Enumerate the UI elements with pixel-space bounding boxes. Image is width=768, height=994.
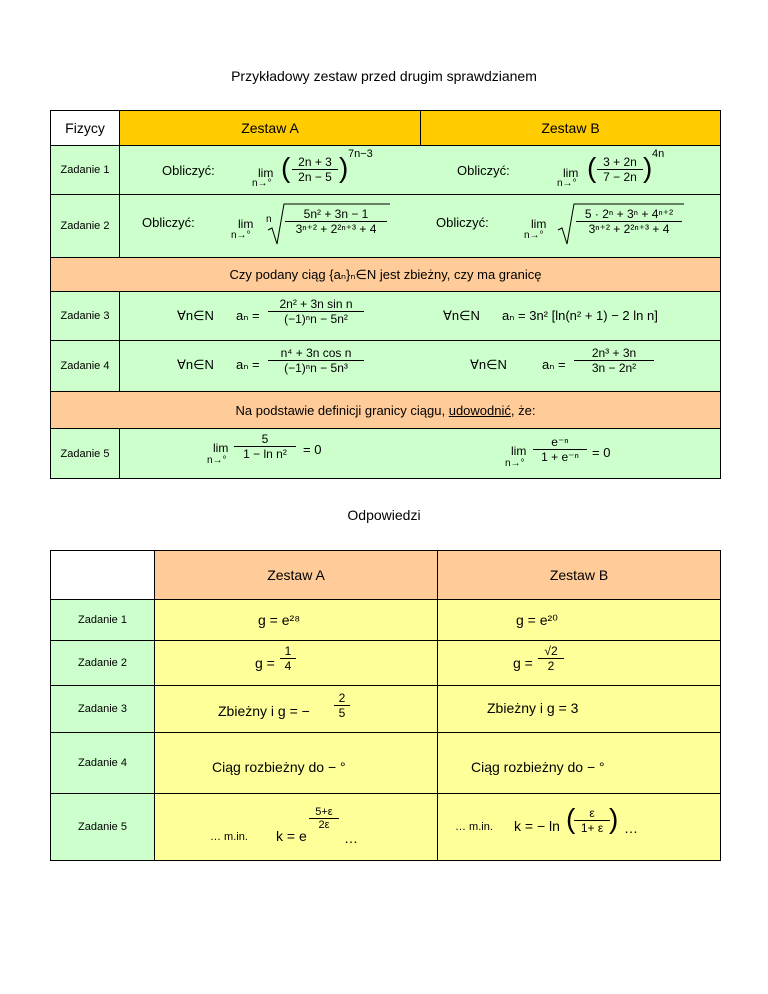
a5-exp-den: 2ε: [318, 819, 330, 831]
answers-b3-cell: [437, 685, 721, 733]
corner-label: Fizycy: [65, 120, 105, 136]
answer-a3-text: Zbieżny i g = −: [218, 703, 310, 719]
answer-a4: Ciąg rozbieżny do − °: [212, 759, 346, 775]
z3a-forall: ∀n∈N: [177, 308, 214, 323]
a3-den: 5: [338, 706, 346, 720]
z5a-num: 5: [234, 432, 296, 447]
answers-title: Odpowiedzi: [347, 507, 421, 523]
a2-den: 4: [284, 659, 292, 673]
row-label-zadanie-5: [50, 428, 120, 479]
z1a-n-to-inf: n→°: [252, 178, 272, 189]
row-label-text: Zadanie 1: [78, 614, 127, 626]
answers-a2-cell: [154, 640, 438, 686]
col-header-a-label: Zestaw A: [241, 120, 299, 136]
z3b-formula: aₙ = 3n² [ln(n² + 1) − 2 ln n]: [502, 308, 658, 323]
z1a-fraction: [292, 155, 338, 184]
answers-col-b: [437, 550, 721, 600]
b2-den: 2: [547, 659, 555, 673]
answers-col-a: [154, 550, 438, 600]
z1b-rparen: ): [643, 152, 653, 183]
answers-b2-cell: [437, 640, 721, 686]
answer-a2-fraction: [280, 644, 296, 673]
z5-cell: [119, 428, 721, 479]
answer-b5-fraction: [574, 806, 610, 835]
a3-num: 2: [334, 691, 350, 706]
section3-pre: Na podstawie definicji granicy ciągu,: [235, 402, 449, 418]
row-label-zadanie-1: [50, 145, 120, 195]
z1b-num: 3 + 2n: [597, 155, 643, 170]
section3-post: , że:: [510, 402, 536, 418]
answer-b3: Zbieżny i g = 3: [487, 700, 579, 716]
answers-row-zadanie-3: [50, 685, 155, 733]
z2b-lim: lim: [531, 217, 547, 231]
z3b-forall: ∀n∈N: [443, 308, 480, 323]
row-label-zadanie-2: [50, 194, 120, 258]
z4b-den: 3n − 2n²: [591, 361, 637, 375]
answer-b5-mi: … m.in.: [455, 821, 493, 833]
z2b-n-to-inf: n→°: [524, 230, 544, 241]
answers-corner: [50, 550, 155, 600]
a5-exp-num: 5+ε: [309, 806, 339, 819]
row-label-text: Zadanie 5: [60, 447, 110, 460]
answer-b5-lparen: (: [566, 803, 576, 834]
row-label-zadanie-4: [50, 340, 120, 392]
page-title: Przykładowy zestaw przed drugim sprawdzianem: [231, 68, 537, 84]
z4b-fraction: [574, 346, 654, 375]
z2b-oblicz: Obliczyć:: [436, 215, 489, 230]
corner-cell: [50, 110, 120, 146]
z1b-exponent: 4n: [652, 148, 665, 160]
row-label-text: Zadanie 4: [78, 757, 127, 769]
z5b-fraction: [533, 435, 587, 464]
z1b-oblicz: Obliczyć:: [457, 163, 510, 178]
answer-a5-dots: …: [344, 830, 358, 846]
answer-b2-fraction: [538, 644, 564, 673]
z1b-den: 7 − 2n: [603, 170, 637, 184]
z1a-exponent: 7n−3: [348, 148, 373, 160]
row-label-zadanie-3: [50, 291, 120, 341]
section-header-convergence: [50, 257, 721, 292]
z1a-lim: lim: [258, 166, 274, 180]
z2b-den: 3ⁿ⁺² + 2²ⁿ⁺³ + 4: [588, 222, 670, 236]
answers-col-b-label: Zestaw B: [549, 567, 609, 583]
z2b-num: 5 · 2ⁿ + 3ⁿ + 4ⁿ⁺²: [576, 207, 682, 222]
z5a-den: 1 − ln n²: [243, 447, 287, 461]
z5b-eq0: = 0: [592, 445, 611, 460]
z4b-num: 2n³ + 3n: [574, 346, 654, 361]
z5b-lim: lim: [511, 444, 527, 458]
z2a-fraction: [285, 207, 387, 236]
a2-num: 1: [280, 644, 296, 659]
z1a-rparen: ): [339, 152, 349, 183]
z2a-num: 5n² + 3n − 1: [285, 207, 387, 222]
z1b-lparen: (: [587, 152, 597, 183]
row-label-text: Zadanie 3: [60, 310, 110, 322]
row-label-text: Zadanie 5: [78, 821, 127, 833]
answer-b5-k: k = − ln: [514, 818, 560, 834]
z1b-lim: lim: [563, 166, 579, 180]
z1a-den: 2n − 5: [298, 170, 332, 184]
z4a-num: n⁴ + 3n cos n: [268, 346, 364, 361]
answer-b5-rparen: ): [609, 803, 619, 834]
section3-underline: udowodnić: [448, 402, 511, 418]
z1b-fraction: [597, 155, 643, 184]
row-label-text: Zadanie 3: [78, 703, 127, 715]
z4a-an: aₙ =: [236, 357, 260, 372]
section-header-definition: [50, 391, 721, 429]
answers-a5-cell: [154, 793, 438, 861]
z2b-fraction: [576, 207, 682, 236]
z1b-n-to-inf: n→°: [557, 178, 577, 189]
col-header-zestaw-b: [420, 110, 721, 146]
answer-a5-k: k = e: [276, 828, 307, 844]
z1a-oblicz: Obliczyć:: [162, 163, 215, 178]
answer-b1: g = e²⁰: [516, 612, 558, 628]
z3a-num: 2n² + 3n sin n: [268, 297, 364, 312]
z5b-n-to-inf: n→°: [505, 458, 525, 469]
z5a-lim: lim: [213, 441, 229, 455]
row-label-text: Zadanie 4: [60, 360, 110, 372]
z4a-forall: ∀n∈N: [177, 357, 214, 372]
z1a-num: 2n + 3: [292, 155, 338, 170]
z2a-n-to-inf: n→°: [231, 230, 251, 241]
answers-row-zadanie-4: [50, 732, 155, 794]
z1a-lparen: (: [281, 152, 291, 183]
b5-den: 1+ ε: [580, 821, 604, 835]
z5a-eq0: = 0: [303, 442, 322, 457]
answer-a5-mi: … m.in.: [210, 831, 248, 843]
b5-num: ε: [574, 806, 610, 821]
z2a-lim: lim: [238, 217, 254, 231]
z4a-den: (−1)ⁿn − 5n³: [284, 361, 348, 375]
z5b-num: e⁻ⁿ: [533, 435, 587, 450]
z2a-root-index: n: [266, 214, 272, 225]
answer-a3-fraction: [334, 691, 350, 720]
row-label-text: Zadanie 2: [78, 657, 127, 669]
z5b-den: 1 + e⁻ⁿ: [541, 450, 579, 464]
z2a-oblicz: Obliczyć:: [142, 215, 195, 230]
answer-b4: Ciąg rozbieżny do − °: [471, 759, 605, 775]
answers-row-zadanie-5: [50, 793, 155, 861]
answer-b5-dots: …: [624, 820, 638, 836]
z5a-n-to-inf: n→°: [207, 455, 227, 466]
section-header-text: Czy podany ciąg {aₙ}ₙ∈N jest zbieżny, czy ma granicę: [229, 266, 542, 282]
col-header-zestaw-a: [119, 110, 421, 146]
row-label-text: Zadanie 1: [60, 164, 110, 176]
z2a-den: 3ⁿ⁺² + 2²ⁿ⁺³ + 4: [295, 222, 377, 236]
answer-b2-g: g =: [513, 655, 533, 671]
answers-row-zadanie-1: [50, 599, 155, 641]
z5a-fraction: [234, 432, 296, 461]
z3a-den: (−1)ⁿn − 5n²: [284, 312, 348, 326]
answer-a2-g: g =: [255, 655, 275, 671]
answer-a1: g = e²⁸: [258, 612, 301, 628]
z3a-fraction: [268, 297, 364, 326]
answers-b1-cell: [437, 599, 721, 641]
answers-col-a-label: Zestaw A: [267, 567, 325, 583]
answer-a5-exponent: [309, 806, 339, 831]
row-label-text: Zadanie 2: [60, 220, 110, 232]
z4b-forall: ∀n∈N: [470, 357, 507, 372]
z4a-fraction: [268, 346, 364, 375]
z4b-an: aₙ =: [542, 357, 566, 372]
b2-num: √2: [538, 644, 564, 659]
answers-row-zadanie-2: [50, 640, 155, 686]
z3a-an: aₙ =: [236, 308, 260, 323]
col-header-b-label: Zestaw B: [541, 120, 600, 136]
